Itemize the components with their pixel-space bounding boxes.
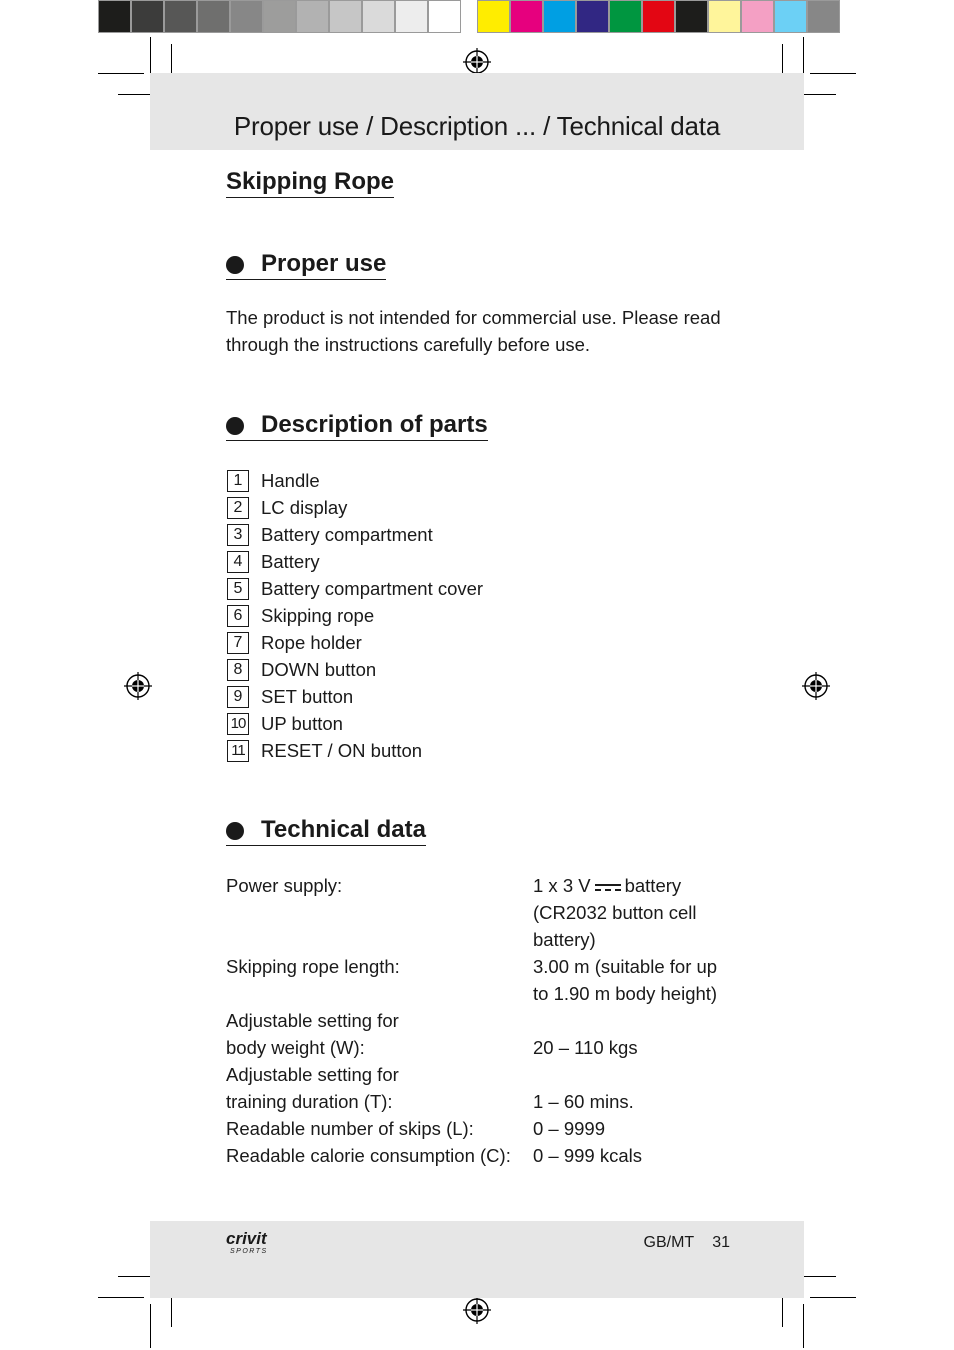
- color-swatch: [98, 0, 131, 33]
- section-title: Proper use: [261, 250, 386, 280]
- color-swatch: [510, 0, 543, 33]
- crop-mark: [98, 1297, 144, 1298]
- part-number: 6: [227, 605, 249, 627]
- color-swatch: [807, 0, 840, 33]
- locale-label: GB/MT: [643, 1234, 695, 1251]
- proper-use-text: The product is not intended for commercial use. Please read through the instructions carefully before use.: [226, 307, 721, 355]
- spec-value: 0 – 9999: [533, 1118, 606, 1139]
- spec-label: Power supply:: [226, 875, 343, 896]
- dc-symbol-icon: [595, 882, 621, 892]
- page-header: [150, 73, 804, 150]
- part-label: Rope holder: [261, 631, 362, 653]
- part-label: Handle: [261, 469, 320, 491]
- crop-mark: [98, 73, 144, 74]
- parts-list: [227, 467, 483, 764]
- table-row: [226, 953, 743, 1007]
- table-row: [226, 872, 743, 953]
- part-label: Battery compartment cover: [261, 577, 484, 599]
- color-swatch: [576, 0, 609, 33]
- color-swatch: [230, 0, 263, 33]
- color-swatch: [329, 0, 362, 33]
- part-label: UP button: [261, 712, 343, 734]
- list-item: [227, 629, 483, 656]
- crop-mark: [171, 1293, 172, 1327]
- section-description-of-parts: [226, 411, 488, 441]
- color-swatch: [395, 0, 428, 33]
- crop-mark: [782, 1293, 783, 1327]
- color-swatch: [362, 0, 395, 33]
- table-row: [226, 1142, 743, 1169]
- heading-underline: [226, 440, 261, 442]
- spec-value: 0 – 999 kcals: [533, 1145, 643, 1166]
- table-row: [226, 1007, 743, 1061]
- color-swatch: [774, 0, 807, 33]
- page-number: [644, 1234, 730, 1252]
- part-number: 3: [227, 524, 249, 546]
- spec-value: 1 x 3 V battery (CR2032 button cell battery): [533, 875, 697, 950]
- main-heading: Skipping Rope: [226, 168, 394, 198]
- registration-mark-icon: [462, 1295, 492, 1325]
- table-row: [226, 1115, 743, 1142]
- list-item: [227, 521, 483, 548]
- color-swatch: [197, 0, 230, 33]
- technical-data-table: [226, 872, 743, 1169]
- list-item: [227, 710, 483, 737]
- brand-logo: crivit: [226, 1229, 267, 1248]
- spec-label: Readable number of skips (L):: [226, 1118, 474, 1139]
- color-swatch: [296, 0, 329, 33]
- part-number: 2: [227, 497, 249, 519]
- page-number-value: 31: [712, 1234, 730, 1251]
- part-number: 7: [227, 632, 249, 654]
- part-label: Battery compartment: [261, 523, 433, 545]
- bullet-icon: [226, 822, 244, 840]
- part-number: 11: [227, 740, 249, 762]
- part-number: 10: [227, 713, 249, 735]
- brand-logo-subtext: SPORTS: [230, 1248, 268, 1255]
- color-swatch: [428, 0, 461, 33]
- spec-label: Skipping rope length:: [226, 956, 400, 977]
- color-swatch: [131, 0, 164, 33]
- print-color-bar: [98, 0, 840, 35]
- color-swatch: [543, 0, 576, 33]
- color-swatch: [642, 0, 675, 33]
- spec-label: Readable calorie consumption (C):: [226, 1145, 511, 1166]
- list-item: [227, 656, 483, 683]
- color-swatch: [708, 0, 741, 33]
- spec-value: 3.00 m (suitable for up to 1.90 m body height): [533, 956, 718, 1004]
- list-item: [227, 683, 483, 710]
- crop-mark: [810, 1297, 856, 1298]
- part-label: Battery: [261, 550, 320, 572]
- spec-label: Adjustable setting for training duration (T):: [226, 1064, 399, 1112]
- bullet-icon: [226, 256, 244, 274]
- color-swatch: [675, 0, 708, 33]
- color-swatch: [741, 0, 774, 33]
- part-label: SET button: [261, 685, 354, 707]
- part-number: 5: [227, 578, 249, 600]
- color-swatch: [477, 0, 510, 33]
- crop-mark: [150, 1304, 151, 1348]
- list-item: [227, 494, 483, 521]
- list-item: [227, 737, 483, 764]
- color-swatch: [164, 0, 197, 33]
- table-row: [226, 1061, 743, 1115]
- part-number: 8: [227, 659, 249, 681]
- part-number: 9: [227, 686, 249, 708]
- section-title: Technical data: [261, 816, 426, 846]
- bullet-icon: [226, 417, 244, 435]
- page-footer: [150, 1221, 804, 1298]
- spec-label: Adjustable setting for body weight (W):: [226, 1010, 399, 1058]
- spec-value: 1 – 60 mins.: [533, 1091, 634, 1112]
- list-item: [227, 467, 483, 494]
- list-item: [227, 575, 483, 602]
- spec-value: 20 – 110 kgs: [533, 1037, 638, 1058]
- part-label: DOWN button: [261, 658, 377, 680]
- part-label: RESET / ON button: [261, 739, 423, 761]
- heading-underline: [226, 845, 261, 847]
- crop-mark: [810, 73, 856, 74]
- part-label: Skipping rope: [261, 604, 375, 626]
- section-proper-use: [226, 250, 386, 280]
- registration-mark-icon: [801, 671, 831, 701]
- registration-mark-icon: [123, 671, 153, 701]
- color-swatch: [263, 0, 296, 33]
- page-title: Proper use / Description ... / Technical data: [233, 111, 721, 141]
- part-number: 1: [227, 470, 249, 492]
- section-title: Description of parts: [261, 411, 488, 441]
- list-item: [227, 602, 483, 629]
- section-technical-data: [226, 816, 426, 846]
- list-item: [227, 548, 483, 575]
- crop-mark: [803, 1304, 804, 1348]
- heading-underline: [226, 279, 261, 281]
- color-swatch: [461, 0, 477, 33]
- color-swatch: [609, 0, 642, 33]
- part-number: 4: [227, 551, 249, 573]
- part-label: LC display: [261, 496, 348, 518]
